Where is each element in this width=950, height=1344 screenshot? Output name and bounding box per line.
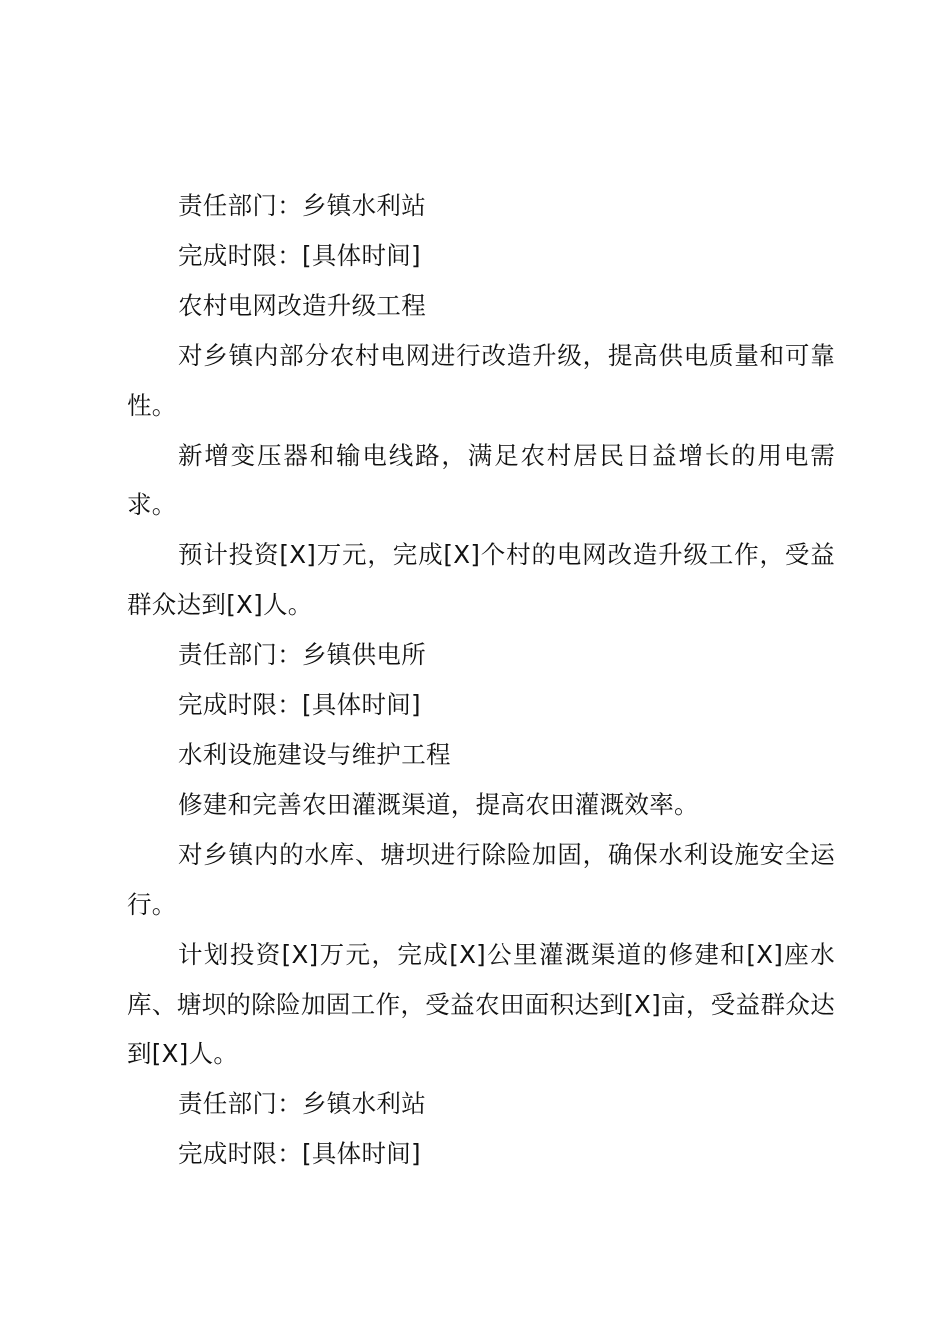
deadline-line: 完成时限：[具体时间]	[178, 240, 421, 270]
paragraph: 修建和完善农田灌溉渠道，提高农田灌溉效率。	[178, 789, 699, 819]
section-heading-water-facilities: 水利设施建设与维护工程	[178, 739, 451, 769]
paragraph: 新增变压器和输电线路，满足农村居民日益增长的用电需求。	[127, 440, 835, 520]
paragraph: 对乡镇内的水库、塘坝进行除险加固，确保水利设施安全运行。	[127, 839, 835, 919]
paragraph: 计划投资[X]万元，完成[X]公里灌溉渠道的修建和[X]座水库、塘坝的除险加固工作，受益农田面积达到[X]亩，受益群众达到[X]人。	[127, 939, 835, 1069]
section-heading-grid-upgrade: 农村电网改造升级工程	[178, 290, 426, 320]
paragraph: 预计投资[X]万元，完成[X]个村的电网改造升级工作，受益群众达到[X]人。	[127, 540, 835, 620]
deadline-line: 完成时限：[具体时间]	[178, 1139, 421, 1169]
paragraph: 对乡镇内部分农村电网进行改造升级，提高供电质量和可靠性。	[127, 340, 835, 420]
document-body	[127, 181, 835, 1179]
responsible-department-line: 责任部门：乡镇供电所	[178, 640, 426, 670]
deadline-line: 完成时限：[具体时间]	[178, 690, 421, 720]
responsible-department-line: 责任部门：乡镇水利站	[178, 1089, 426, 1119]
responsible-department-line: 责任部门：乡镇水利站	[178, 191, 426, 220]
